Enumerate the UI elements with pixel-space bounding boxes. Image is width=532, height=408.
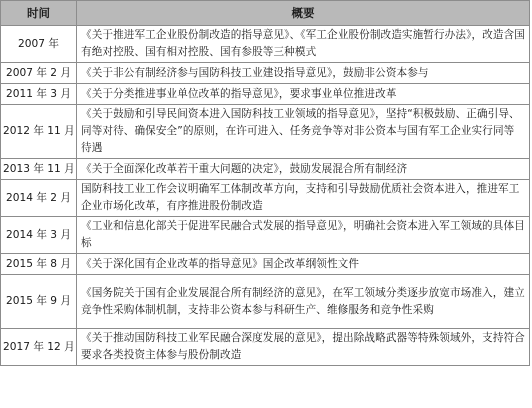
time-cell: 2014 年 3 月 xyxy=(1,217,77,254)
summary-cell: 国防科技工业工作会议明确军工体制改革方向，支持和引导鼓励优质社会资本进入，推进军工企业市场化改革，有序推进股份制改造 xyxy=(77,180,530,217)
time-cell: 2014 年 2 月 xyxy=(1,180,77,217)
time-cell: 2011 年 3 月 xyxy=(1,84,77,105)
time-cell: 2015 年 9 月 xyxy=(1,275,77,329)
header-summary: 概要 xyxy=(77,1,530,26)
table-row xyxy=(1,159,530,180)
time-cell: 2007 年 2 月 xyxy=(1,63,77,84)
table-row xyxy=(1,180,530,217)
header-time: 时间 xyxy=(1,1,77,26)
time-cell: 2015 年 8 月 xyxy=(1,254,77,275)
table-row xyxy=(1,84,530,105)
summary-cell: 《工业和信息化部关于促进军民融合式发展的指导意见》，明确社会资本进入军工领域的具体目标 xyxy=(77,217,530,254)
summary-cell: 《关于深化国有企业改革的指导意见》国企改革纲领性文件 xyxy=(77,254,530,275)
table-row xyxy=(1,63,530,84)
summary-cell: 《关于推动国防科技工业军民融合深度发展的意见》，提出除战略武器等特殊领域外，支持符合要求各类投资主体参与股份制改造 xyxy=(77,329,530,366)
summary-cell: 《关于推进军工企业股份制改造的指导意见》、《军工企业股份制改造实施暂行办法》，改造含国有绝对控股、国有相对控股、国有参股等三种模式 xyxy=(77,26,530,63)
table-row xyxy=(1,26,530,63)
table-row xyxy=(1,275,530,329)
table-header xyxy=(1,1,530,26)
time-cell: 2013 年 11 月 xyxy=(1,159,77,180)
table-row xyxy=(1,105,530,159)
summary-cell: 《关于非公有制经济参与国防科技工业建设指导意见》，鼓励非公资本参与 xyxy=(77,63,530,84)
header-row xyxy=(1,1,530,26)
table-row xyxy=(1,329,530,366)
time-cell: 2017 年 12 月 xyxy=(1,329,77,366)
time-cell: 2012 年 11 月 xyxy=(1,105,77,159)
summary-cell: 《关于全面深化改革若干重大问题的决定》，鼓励发展混合所有制经济 xyxy=(77,159,530,180)
summary-cell: 《关于鼓励和引导民间资本进入国防科技工业领域的指导意见》，坚持“积极鼓励、正确引导、同等对待、确保安全”的原则，在许可进入、任务竞争等对非公资本与国有军工企业实行同等待遇 xyxy=(77,105,530,159)
table-row xyxy=(1,254,530,275)
summary-cell: 《国务院关于国有企业发展混合所有制经济的意见》，在军工领域分类逐步放宽市场准入，建立竞争性采购体制机制，支持非公资本参与科研生产、维修服务和竞争性采购 xyxy=(77,275,530,329)
table-body xyxy=(1,26,530,366)
table-row xyxy=(1,217,530,254)
summary-cell: 《关于分类推进事业单位改革的指导意见》，要求事业单位推进改革 xyxy=(77,84,530,105)
time-cell: 2007 年 xyxy=(1,26,77,63)
